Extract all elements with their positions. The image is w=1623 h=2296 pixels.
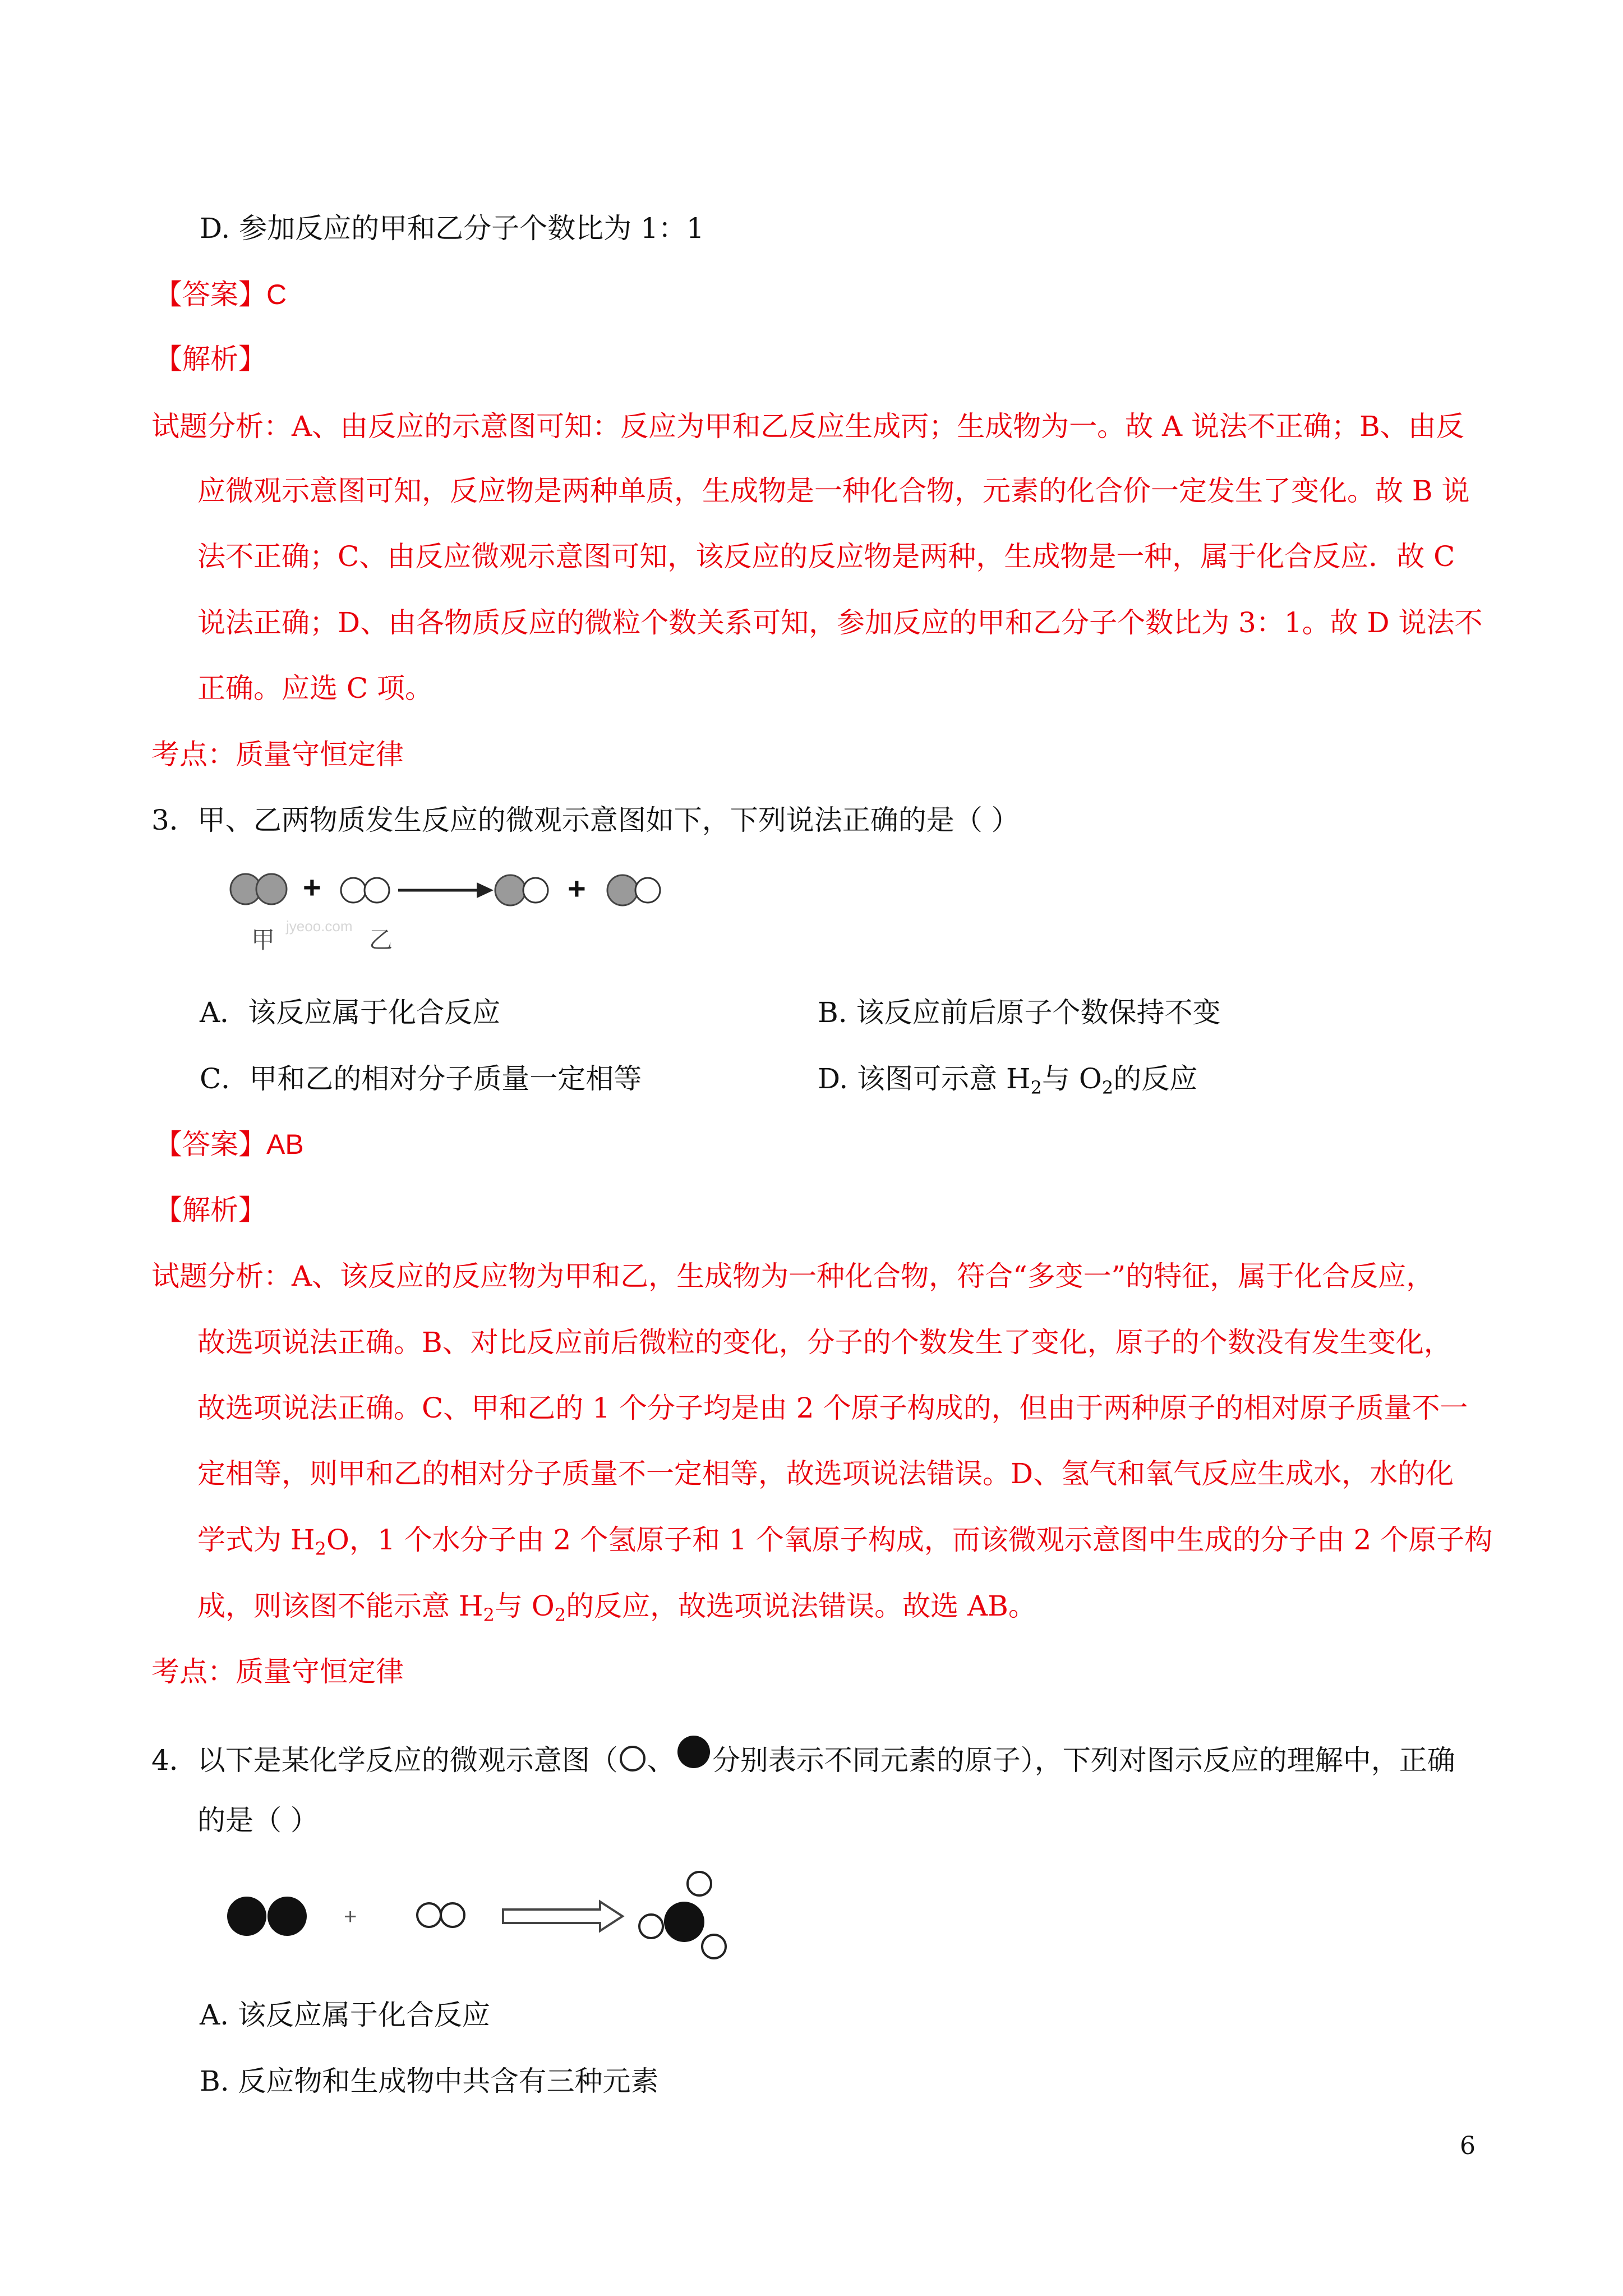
white-atom-icon [618,1744,647,1773]
arrow-head [477,882,494,898]
watermark: jyeoo.com [286,918,353,935]
q3-analysis-line-3: 故选项说法正确。C、甲和乙的 1 个分子均是由 2 个原子构成的，但由于两种原子的相对原子质量不一 [197,1392,1468,1424]
white-atom [523,878,548,903]
black-atom [664,1902,704,1942]
q4-stem: 4．以下是某化学反应的微观示意图（ 、 分别表示不同元素的原子），下列对图示反应的理解中，正确 [151,1735,1455,1780]
label-yi: 乙 [369,926,393,954]
white-atom [702,1935,726,1958]
q3-option-d: D. 该图可示意 $H_2$与 $O_2$的反应 [818,1062,1198,1098]
answer-label: 【答案】 [154,1128,266,1161]
q4-stem-line-2: 的是（ ） [197,1804,319,1837]
answer-value: C [266,279,287,310]
q3-analysis-line-1: 试题分析：A、该反应的反应物为甲和乙，生成物为一种化合物，符合“多变一”的特征，属于化合反应， [151,1260,1435,1292]
q3-analysis-line-4: 定相等，则甲和乙的相对分子质量不一定相等，故选项说法错误。D、氢气和氧气反应生成水，水的化 [197,1457,1454,1490]
black-atom [227,1897,266,1936]
q3-answer [154,1125,304,1164]
label-jia: 甲 [251,926,275,954]
q3-reaction-diagram [224,855,684,962]
q2-analysis-line-2: 应微观示意图可知，反应物是两种单质，生成物是一种化合物，元素的化合价一定发生了变化。故 B 说 [197,475,1470,507]
white-atom [635,878,660,903]
q2-kaodian: 考点：质量守恒定律 [151,738,404,771]
q3-analysis-label: 【解析】 [154,1194,266,1226]
q3-kaodian: 考点：质量守恒定律 [151,1655,404,1688]
q3-option-c: C．甲和乙的相对分子质量一定相等 [200,1062,642,1095]
q3-analysis-line-6: 成，则该图不能示意 $H_2$与 $O_2$的反应，故选项说法错误。故选 AB。 [197,1590,1036,1626]
q2-answer [154,275,287,314]
white-atom [441,1903,464,1927]
answer-label: 【答案】 [154,278,266,311]
plus-sign: + [344,1904,357,1929]
q4-option-a: A. 该反应属于化合反应 [200,1999,490,2031]
q3-analysis-line-2: 故选项说法正确。B、对比反应前后微粒的变化，分子的个数发生了变化，原子的个数没有发生变化， [197,1326,1452,1359]
page-number: 6 [1460,2132,1476,2160]
grey-atom [607,875,638,905]
grey-atom [256,874,287,904]
q2-analysis-line-3: 法不正确；C、由反应微观示意图可知，该反应的反应物是两种，生成物是一种，属于化合反应．故 C [197,540,1455,573]
white-atom [417,1903,441,1927]
answer-value: AB [266,1129,304,1160]
white-atom [365,878,389,903]
q3-option-b: B. 该反应前后原子个数保持不变 [818,996,1221,1029]
white-atom [639,1915,663,1938]
q3-analysis-line-5: 学式为 $H_2O$，1 个水分子由 2 个氢原子和 1 个氧原子构成，而该微观示意图中生成的分子由 2 个原子构 [197,1524,1493,1559]
plus-sign: + [303,869,321,905]
white-atom [341,878,366,903]
hollow-arrow [503,1902,623,1931]
black-atom-icon [675,1735,712,1772]
white-atom [688,1872,711,1895]
q2-analysis-line-5: 正确。应选 C 项。 [197,672,434,705]
q2-analysis-line-4: 说法正确；D、由各物质反应的微粒个数关系可知，参加反应的甲和乙分子个数比为 3：1。故 D 说法不 [197,606,1483,639]
q2-analysis-label: 【解析】 [154,343,266,375]
q3-option-a: A．该反应属于化合反应 [200,996,501,1029]
black-atom [268,1897,307,1936]
q4-reaction-diagram [224,1868,740,1972]
q2-analysis-line-1: 试题分析：A、由反应的示意图可知：反应为甲和乙反应生成丙；生成物为一。故 A 说法不正确；B、由反 [151,410,1464,443]
plus-sign: + [568,871,586,906]
grey-atom [495,875,525,905]
q2-option-d: D. 参加反应的甲和乙分子个数比为 1：1 [200,212,704,245]
q4-option-b: B. 反应物和生成物中共含有三种元素 [200,2065,659,2097]
q3-stem: 3．甲、乙两物质发生反应的微观示意图如下，下列说法正确的是（ ） [151,804,1020,836]
